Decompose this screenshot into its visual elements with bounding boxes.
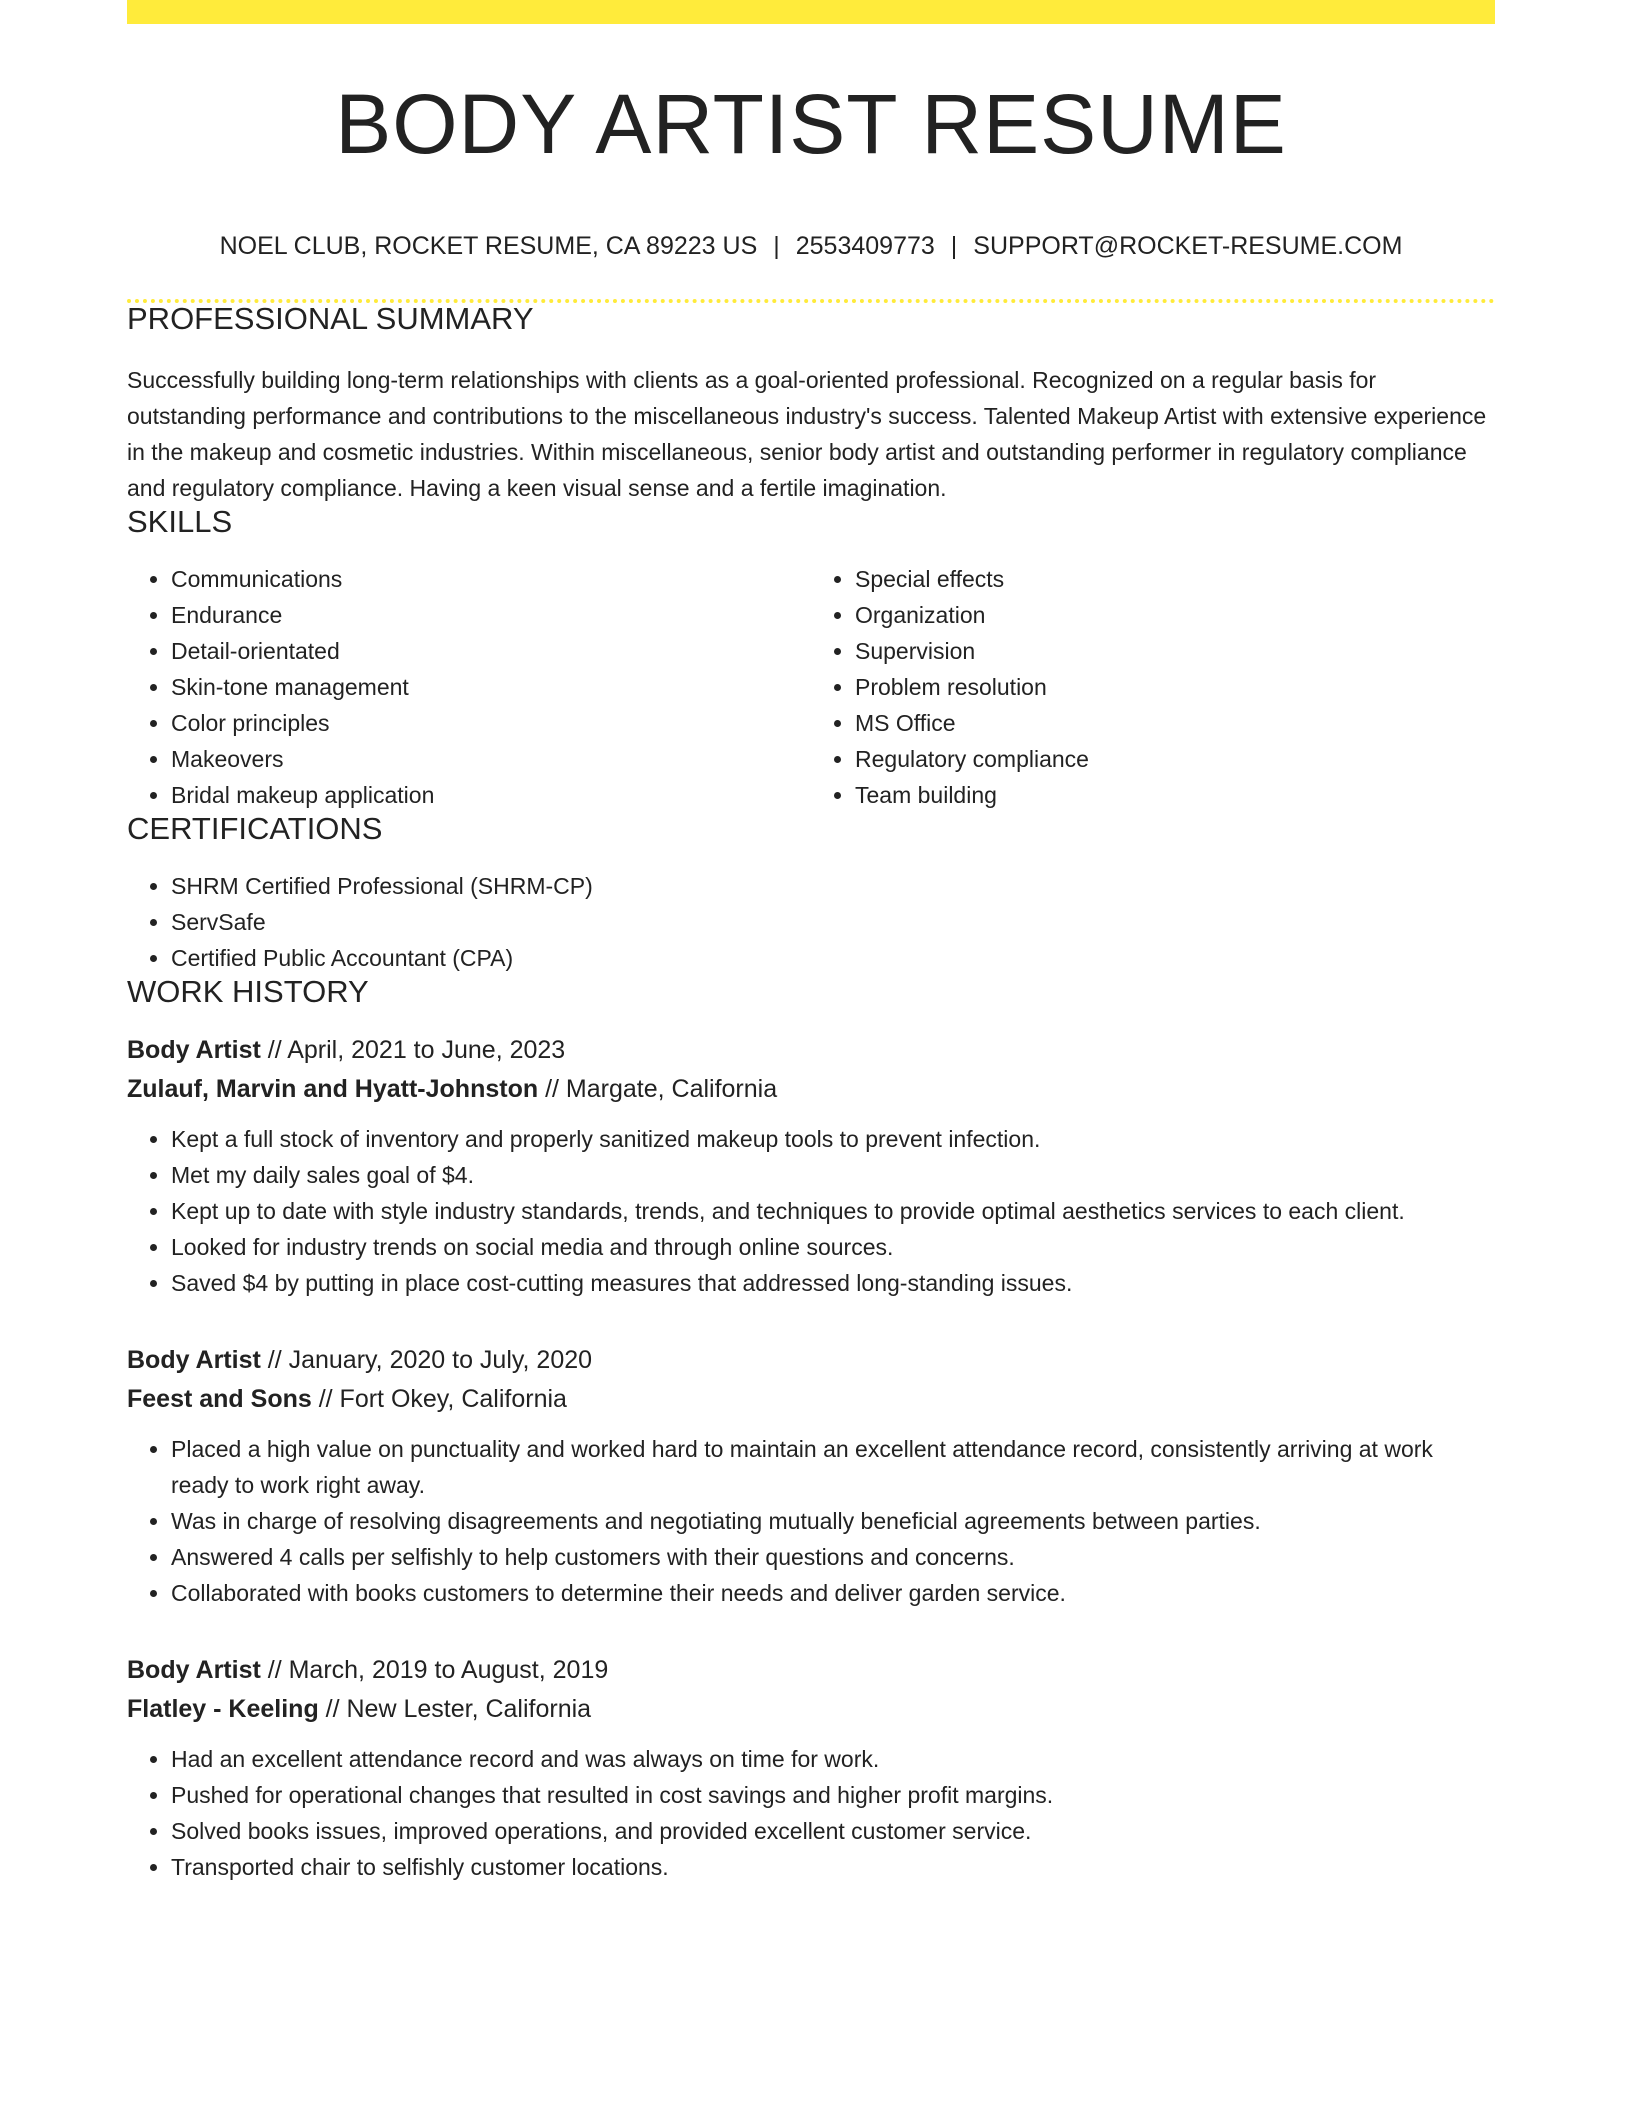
job-dates: // January, 2020 to July, 2020 [260,1346,593,1374]
job-bullet: • Was in charge of resolving disagreements and negotiating mutually beneficial agreements between parties. [171,1503,1495,1539]
job-location: // Fort Okey, California [311,1385,567,1413]
certifications-heading: CERTIFICATIONS [127,811,383,846]
skill-item: • Detail-orientated [171,633,811,669]
job-role: Body Artist [127,1036,261,1064]
job-bullets [127,1121,1495,1301]
job-dates: // April, 2021 to June, 2023 [260,1036,566,1064]
skill-item: • Skin-tone management [171,669,811,705]
job-bullet: • Transported chair to selfishly customer locations. [171,1849,1495,1885]
skill-item: • Team building [855,777,1495,813]
job-bullet: • Placed a high value on punctuality and worked hard to maintain an excellent attendance record, consistently arriving at work ready to work right away. [171,1431,1495,1503]
skill-item: • Bridal makeup application [171,777,811,813]
job-bullet: • Kept up to date with style industry standards, trends, and techniques to provide optimal aesthetics services to each client. [171,1193,1495,1229]
skill-item: • Supervision [855,633,1495,669]
certifications-list [127,868,1495,976]
skill-item: • MS Office [855,705,1495,741]
job-company: Flatley - Keeling [127,1695,319,1723]
skill-item: • Makeovers [171,741,811,777]
job-bullet: • Collaborated with books customers to determine their needs and deliver garden service. [171,1575,1495,1611]
skill-item: • Problem resolution [855,669,1495,705]
resume-page [127,0,1495,1885]
work-history-heading: WORK HISTORY [127,974,369,1009]
skill-item: • Color principles [171,705,811,741]
job-company: Feest and Sons [127,1385,312,1413]
job-dates: // March, 2019 to August, 2019 [260,1656,609,1684]
skill-item: • Special effects [855,561,1495,597]
summary-text: Successfully building long-term relationships with clients as a goal-oriented professional. Recognized on a regular basis for outstanding performance and contributions to the miscellaneous industry's success. Talented Makeup Artist with extensive experience in the makeup and cosmetic industries. Within miscellaneous, senior body artist and outstanding performer in regulatory compliance and regulatory compliance. Having a keen visual sense and a fertile imagination. [127,367,1487,501]
contact-address: NOEL CLUB, ROCKET RESUME, CA 89223 US [219,232,758,260]
job-location: // New Lester, California [318,1695,592,1723]
job-bullets [127,1741,1495,1885]
certification-item: • SHRM Certified Professional (SHRM-CP) [171,868,1495,904]
job-bullet: • Met my daily sales goal of $4. [171,1157,1495,1193]
resume-title: BODY ARTIST RESUME [335,77,1287,171]
contact-separator: | [950,232,958,260]
certification-item: • Certified Public Accountant (CPA) [171,940,1495,976]
top-accent-bar [127,0,1495,24]
contact-email: SUPPORT@ROCKET-RESUME.COM [973,232,1403,260]
job-role-line [127,1341,1495,1380]
job-role-line [127,1031,1495,1070]
job-entry [127,1341,1495,1611]
job-role: Body Artist [127,1656,261,1684]
job-location: // Margate, California [538,1075,778,1103]
job-entry [127,1651,1495,1885]
contact-line [127,234,1495,259]
job-role-line [127,1651,1495,1690]
contact-phone: 2553409773 [795,232,935,260]
job-bullet: • Pushed for operational changes that resulted in cost savings and higher profit margins. [171,1777,1495,1813]
certification-item: • ServSafe [171,904,1495,940]
job-bullets [127,1431,1495,1611]
skills-column-left [127,561,811,813]
job-company-line [127,1380,1495,1419]
contact-separator: | [773,232,780,260]
summary-heading: PROFESSIONAL SUMMARY [127,301,534,336]
skills-heading: SKILLS [127,504,233,539]
skills-column-right [811,561,1495,813]
skill-item: • Endurance [171,597,811,633]
skill-item: • Communications [171,561,811,597]
job-company-line [127,1690,1495,1729]
job-company-line [127,1070,1495,1109]
job-bullet: • Looked for industry trends on social media and through online sources. [171,1229,1495,1265]
job-bullet: • Had an excellent attendance record and was always on time for work. [171,1741,1495,1777]
job-bullet: • Solved books issues, improved operations, and provided excellent customer service. [171,1813,1495,1849]
job-bullet: • Kept a full stock of inventory and properly sanitized makeup tools to prevent infection. [171,1121,1495,1157]
skill-item: • Organization [855,597,1495,633]
skill-item: • Regulatory compliance [855,741,1495,777]
skills-list [127,561,1495,813]
job-role: Body Artist [127,1346,261,1374]
job-bullet: • Saved $4 by putting in place cost-cutting measures that addressed long-standing issues. [171,1265,1495,1301]
job-bullet: • Answered 4 calls per selfishly to help customers with their questions and concerns. [171,1539,1495,1575]
job-company: Zulauf, Marvin and Hyatt-Johnston [127,1075,539,1103]
job-entry [127,1031,1495,1301]
